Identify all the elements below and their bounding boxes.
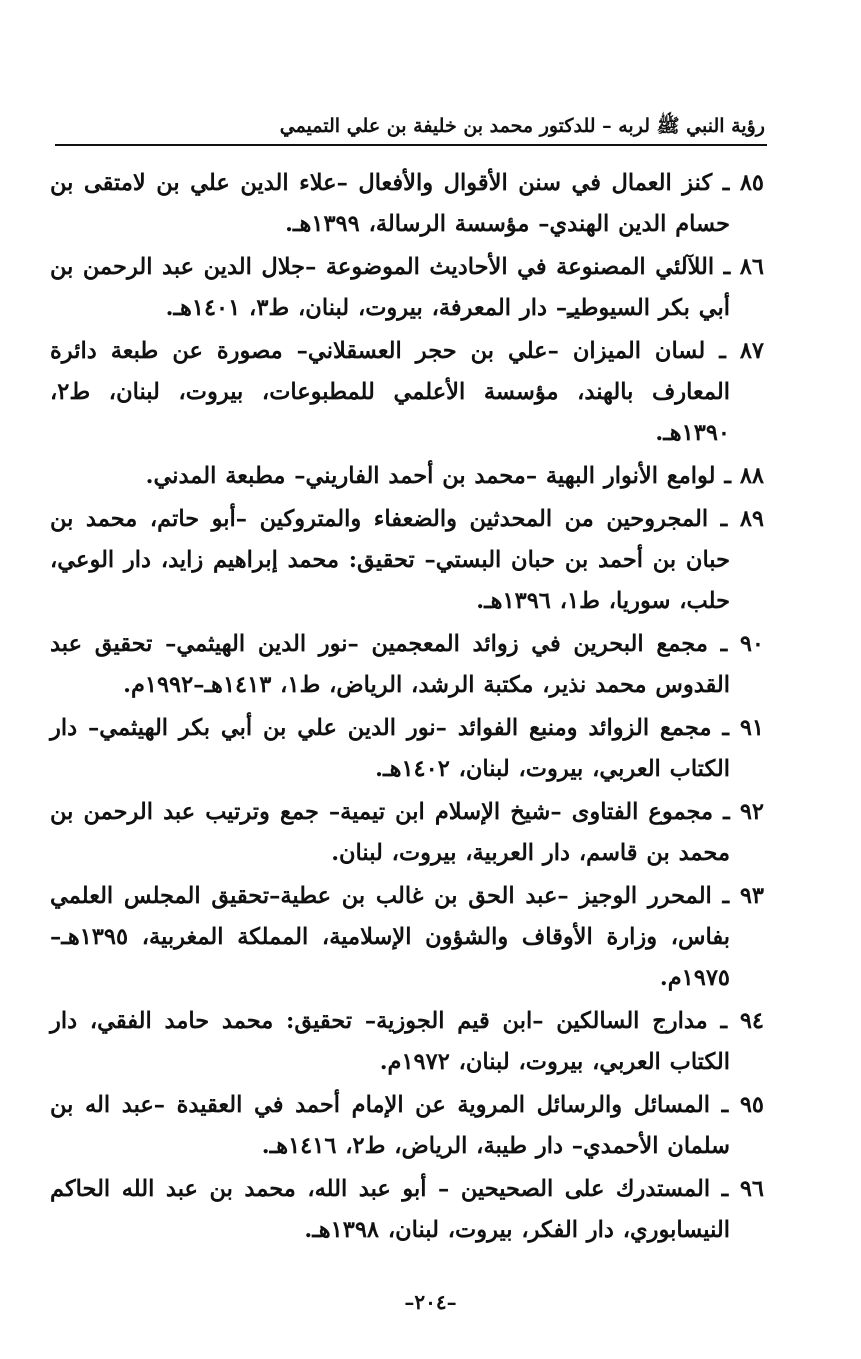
entry-number: ٩٦ ـ [721, 1176, 764, 1202]
entry-text: المحرر الوجيز –عبد الحق بن غالب بن عطية–تحقيق المجلس العلمي بفاس، وزارة الأوقاف والشؤون الإسلامية، المملكة المغربية، ١٣٩٥هـ–١٩٧٥م. [50, 883, 730, 991]
entry-text: مجمع الزوائد ومنبع الفوائد –نور الدين علي بن أبي بكر الهيثمي– دار الكتاب العربي، بيروت، لبنان، ١٤٠٢هـ. [50, 715, 730, 782]
entry-text: المستدرك على الصحيحين – أبو عبد الله، محمد بن عبد الله الحاكم النيسابوري، دار الفكر، بيروت، لبنان، ١٣٩٨هـ. [50, 1176, 730, 1243]
bibliography-entry-95 [50, 1085, 764, 1167]
bibliography-entry-88 [50, 456, 764, 497]
bibliography-entry-89 [50, 499, 764, 622]
entry-number: ٨٥ ـ [722, 170, 764, 196]
bibliography-entry-90 [50, 624, 764, 706]
bibliography-entry-87 [50, 331, 764, 454]
bibliography-entry-93 [50, 876, 764, 999]
entry-number: ٩١ ـ [722, 715, 764, 741]
entry-text: لوامع الأنوار البهية –محمد بن أحمد الفاريني– مطبعة المدني. [145, 463, 716, 489]
entry-number: ٩٢ ـ [723, 799, 764, 825]
bibliography-entry-94 [50, 1001, 764, 1083]
bibliography-entry-91 [50, 708, 764, 790]
entry-text: المجروحين من المحدثين والضعفاء والمتروكين –أبو حاتم، محمد بن حبان بن أحمد بن حبان البستي– تحقيق: محمد إبراهيم زايد، دار الوعي، حلب، سوريا، ط١، ١٣٩٦هـ. [50, 506, 730, 614]
entry-text: لسان الميزان –علي بن حجر العسقلاني– مصورة عن طبعة دائرة المعارف بالهند، مؤسسة الأعلمي للمطبوعات، بيروت، لبنان، ط٢، ١٣٩٠هـ. [50, 338, 730, 446]
entry-number: ٨٦ ـ [723, 254, 764, 280]
bibliography-entry-96 [50, 1169, 764, 1251]
bibliography-entry-92 [50, 792, 764, 874]
entry-number: ٨٩ ـ [720, 506, 764, 532]
entry-number: ٩٥ ـ [721, 1092, 764, 1118]
entry-text: المسائل والرسائل المروية عن الإمام أحمد في العقيدة –عبد اله بن سلمان الأحمدي– دار طيبة، الرياض، ط٢، ١٤١٦هـ. [50, 1092, 730, 1159]
entry-number: ٩٤ ـ [720, 1008, 764, 1034]
page-number: –٢٠٤– [404, 1290, 457, 1314]
bibliography-list [50, 163, 764, 1253]
entry-text: كنز العمال في سنن الأقوال والأفعال –علاء الدين علي بن لامتقى بن حسام الدين الهندي– مؤسسة الرسالة، ١٣٩٩هـ. [50, 170, 730, 237]
entry-text: مجمع البحرين في زوائد المعجمين –نور الدين الهيثمي– تحقيق عبد القدوس محمد نذير، مكتبة الرشد، الرياض، ط١، ١٤١٣هـ–١٩٩٢م. [50, 631, 730, 698]
entry-text: مدارج السالكين –ابن قيم الجوزية– تحقيق: محمد حامد الفقي، دار الكتاب العربي، بيروت، لبنان، ١٩٧٢م. [50, 1008, 730, 1075]
entry-number: ٩٠ ـ [720, 631, 764, 657]
entry-number: ٨٧ ـ [719, 338, 764, 364]
entry-number: ٩٣ ـ [722, 883, 764, 909]
header-rule [55, 144, 767, 146]
bibliography-entry-86 [50, 247, 764, 329]
bibliography-entry-85 [50, 163, 764, 245]
entry-number: ٨٨ ـ [724, 463, 764, 489]
running-header: رؤية النبي ﷺ لربه – للدكتور محمد بن خليفة بن علي التميمي [279, 115, 765, 137]
entry-text: مجموع الفتاوى –شيخ الإسلام ابن تيمية– جمع وترتيب عبد الرحمن بن محمد بن قاسم، دار العربية، بيروت، لبنان. [50, 799, 730, 866]
entry-text: اللآلئي المصنوعة في الأحاديث الموضوعة –جلال الدين عبد الرحمن بن أبي بكر السيوطيـِ– دار المعرفة، بيروت، لبنان، ط٣، ١٤٠١هـ. [50, 254, 730, 321]
